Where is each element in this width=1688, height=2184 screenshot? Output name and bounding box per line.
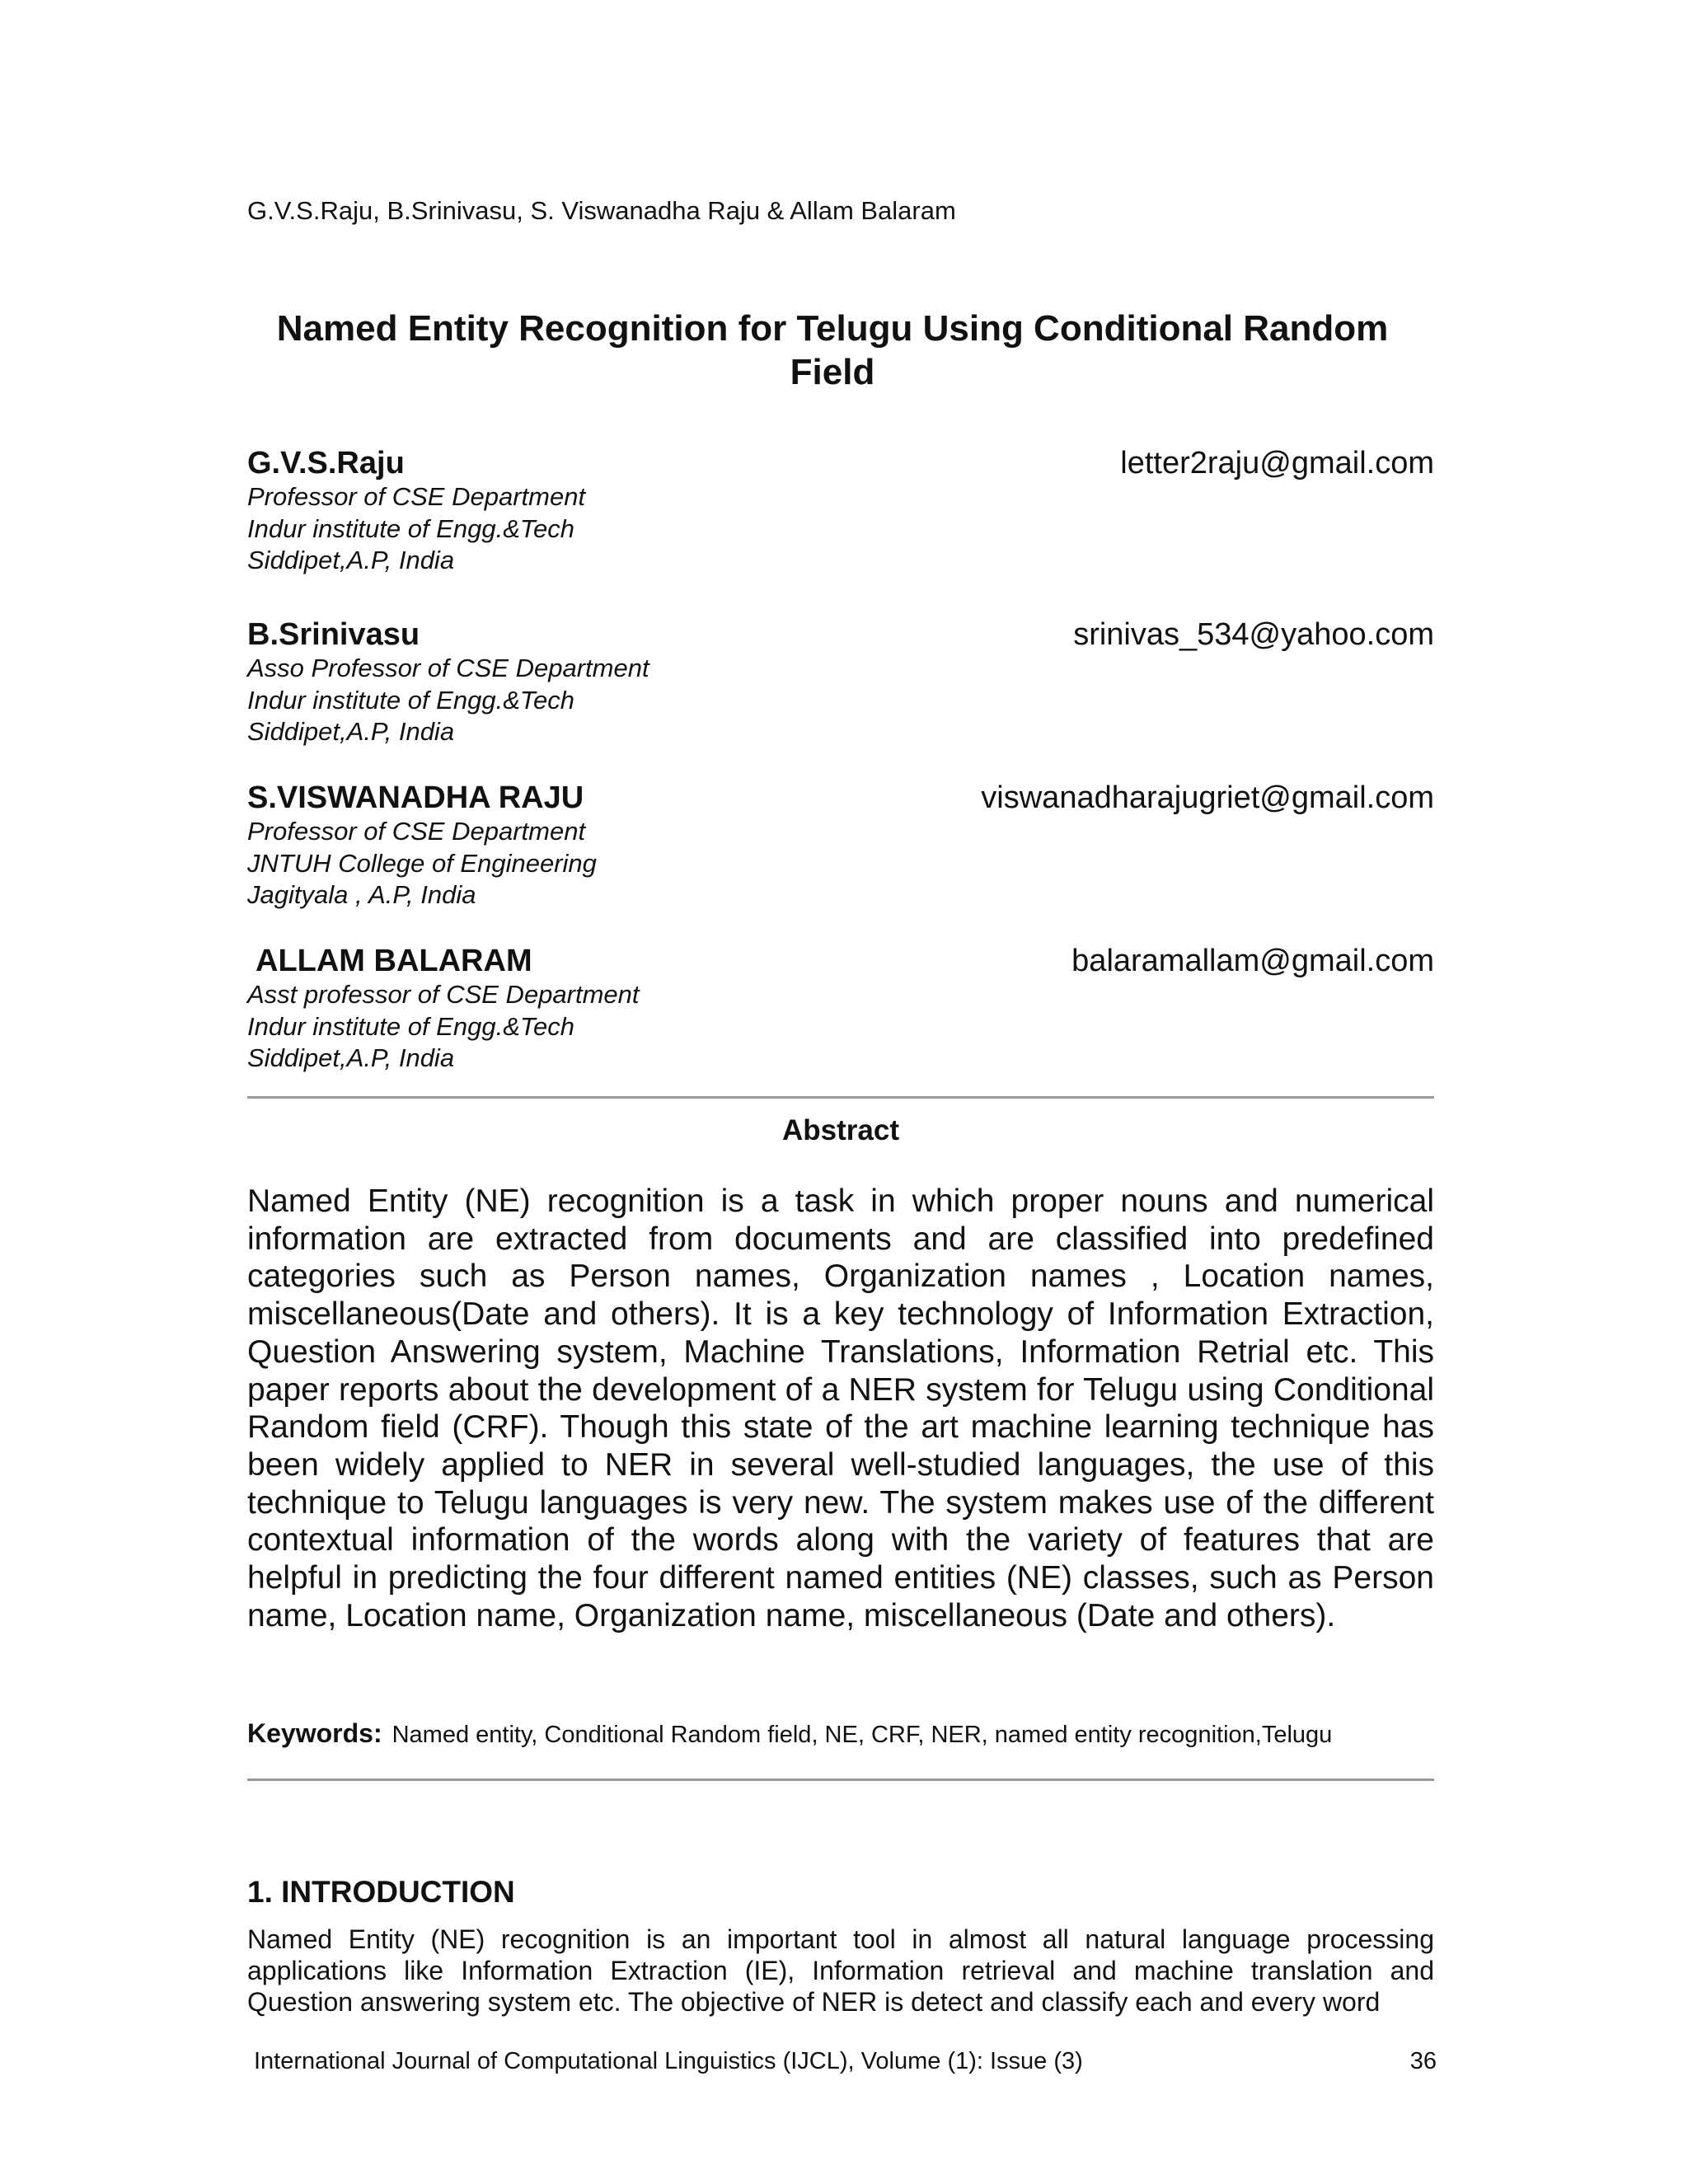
author-name: S.VISWANADHA RAJU — [247, 780, 584, 815]
paper-title: Named Entity Recognition for Telugu Using Conditional Random Field — [276, 308, 1389, 392]
abstract-heading: Abstract — [782, 1114, 899, 1146]
divider-bottom — [247, 1779, 1434, 1781]
author-name: B.Srinivasu — [247, 617, 420, 652]
keywords-line — [247, 1718, 1434, 1749]
author-institution: Indur institute of Engg.&Tech — [247, 685, 574, 715]
introduction-text: Named Entity (NE) recognition is an important tool in almost all natural language processing applications like Information Extraction (IE), Information retrieval and machine translation and Question answering system etc. The objective of NER is detect and classify each and every word — [247, 1924, 1434, 2017]
author-email: viswanadharajugriet@gmail.com — [981, 780, 1434, 815]
author-block-1 — [247, 445, 1434, 577]
author-block-2 — [247, 616, 1434, 748]
author-block-3 — [247, 780, 1434, 912]
author-position: Asst professor of CSE Department — [247, 980, 640, 1009]
author-institution: Indur institute of Engg.&Tech — [247, 513, 574, 543]
author-institution: JNTUH College of Engineering — [247, 848, 597, 878]
author-location: Siddipet,A.P, India — [247, 717, 455, 746]
author-position: Asso Professor of CSE Department — [247, 654, 649, 682]
author-name: G.V.S.Raju — [247, 446, 405, 480]
footer-journal: International Journal of Computational Linguistics (IJCL), Volume (1): Issue (3) — [254, 2048, 1083, 2074]
running-header-authors: G.V.S.Raju, B.Srinivasu, S. Viswanadha Raju & Allam Balaram — [247, 196, 956, 225]
author-institution: Indur institute of Engg.&Tech — [247, 1011, 574, 1041]
author-name: ALLAM BALARAM — [256, 944, 532, 978]
author-location: Jagityala , A.P, India — [247, 880, 476, 909]
author-location: Siddipet,A.P, India — [247, 546, 455, 574]
author-position: Professor of CSE Department — [247, 482, 586, 511]
author-block-4 — [247, 943, 1434, 1075]
author-email: balaramallam@gmail.com — [1071, 944, 1434, 978]
keywords-label: Keywords: — [247, 1718, 382, 1748]
divider-top — [247, 1096, 1434, 1099]
author-email: letter2raju@gmail.com — [1120, 446, 1434, 480]
abstract-text: Named Entity (NE) recognition is a task in which proper nouns and numerical information are extracted from documents and are classified into predefined categories such as Person names, Organization names , Location names, miscellaneous(Date and others). It is a key technology of Information Extraction, Question Answering system, Machine Translations, Information Retrial etc. This paper reports about the development of a NER system for Telugu using Conditional Random field (CRF). Though this state of the art machine learning technique has been widely applied to NER in several well-studied languages, the use of this technique to Telugu languages is very new. The system makes use of the different contextual information of the words along with the variety of features that are helpful in predicting the four different named entities (NE) classes, such as Person name, Location name, Organization name, miscellaneous (Date and others). — [247, 1183, 1434, 1633]
author-position: Professor of CSE Department — [247, 817, 586, 846]
keywords-text: Named entity, Conditional Random field, NE, CRF, NER, named entity recognition,Telugu — [392, 1722, 1333, 1748]
section-heading-introduction: 1. INTRODUCTION — [247, 1875, 515, 1909]
author-location: Siddipet,A.P, India — [247, 1043, 455, 1072]
author-email: srinivas_534@yahoo.com — [1073, 617, 1434, 652]
footer-page-number: 36 — [1409, 2048, 1437, 2074]
